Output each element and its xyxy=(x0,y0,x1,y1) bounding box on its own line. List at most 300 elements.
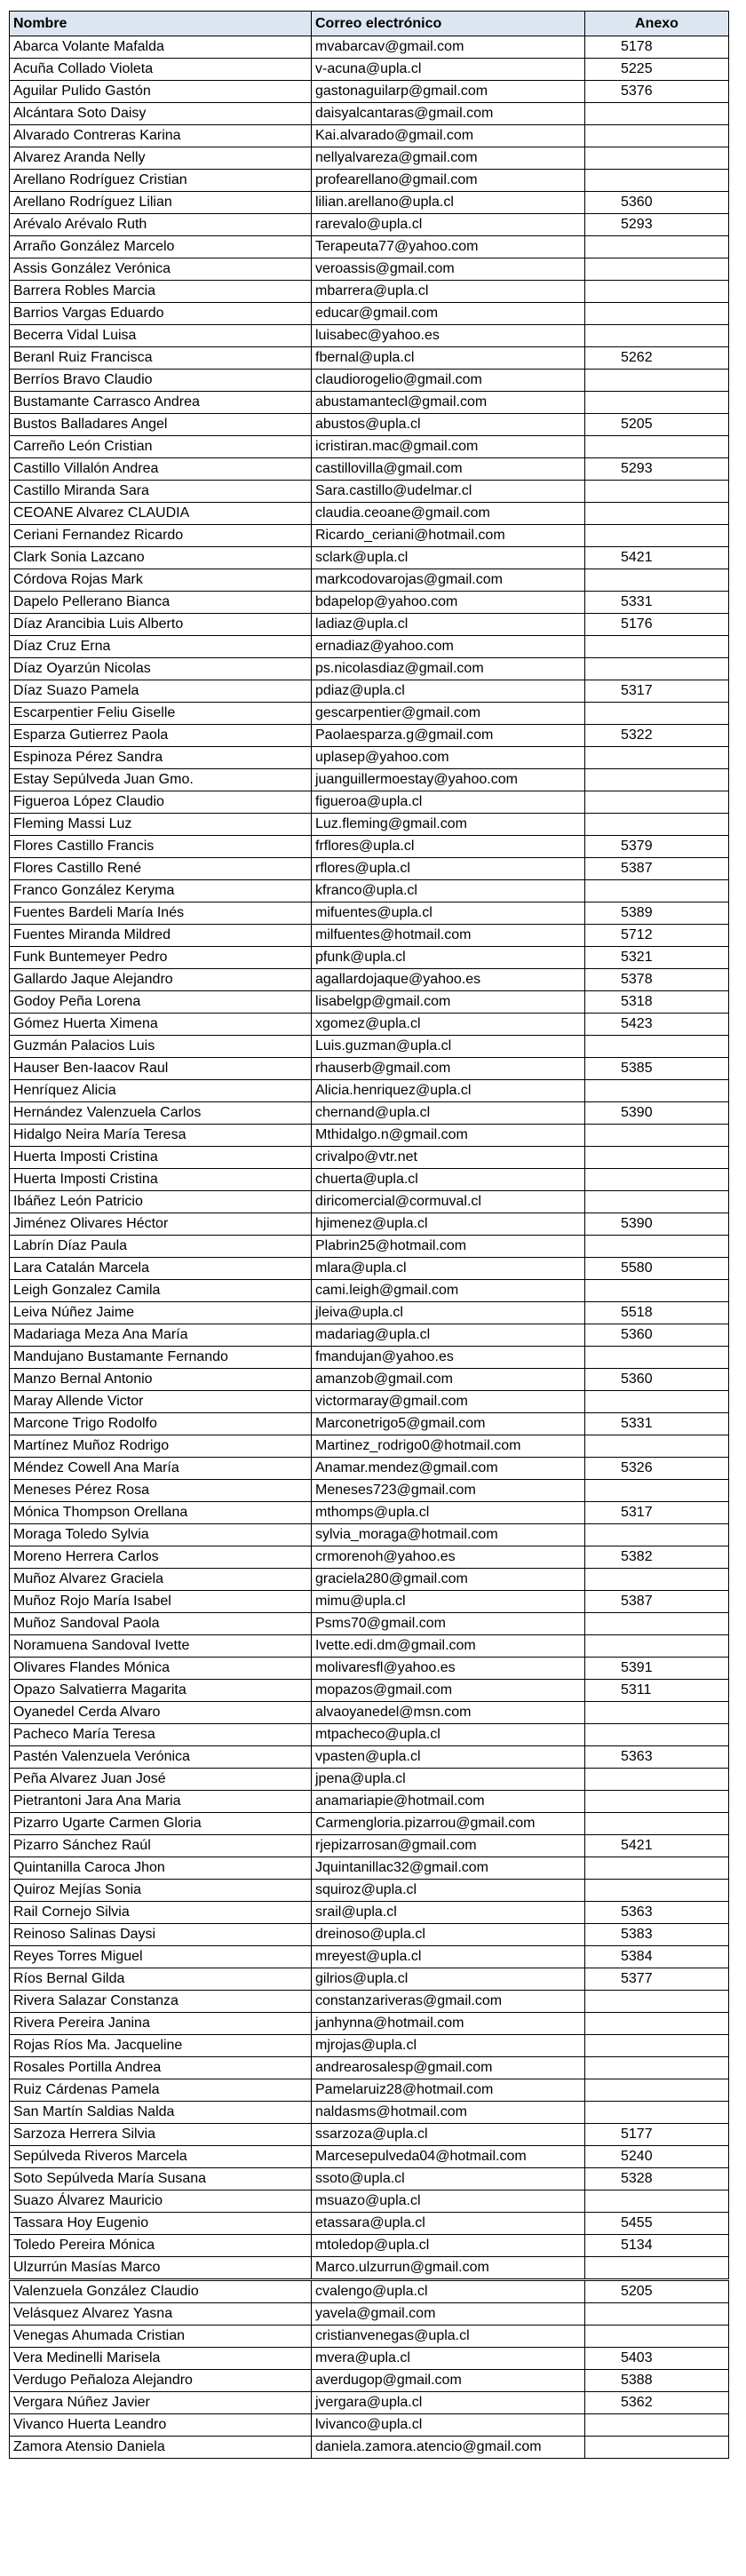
cell-name: Guzmán Palacios Luis xyxy=(10,1036,312,1058)
cell-name: Díaz Oyarzún Nicolas xyxy=(10,658,312,680)
cell-ext: 5377 xyxy=(585,1968,729,1991)
cell-email: graciela280@gmail.com xyxy=(312,1569,585,1591)
cell-email: Martinez_rodrigo0@hotmail.com xyxy=(312,1435,585,1458)
cell-ext: 5317 xyxy=(585,680,729,703)
cell-name: Vergara Núñez Javier xyxy=(10,2392,312,2414)
table-row xyxy=(10,636,729,658)
table-row xyxy=(10,103,729,125)
cell-name: Madariaga Meza Ana María xyxy=(10,1324,312,1347)
cell-email: gilrios@upla.cl xyxy=(312,1968,585,1991)
cell-name: Pastén Valenzuela Verónica xyxy=(10,1746,312,1769)
table-row xyxy=(10,925,729,947)
cell-ext xyxy=(585,658,729,680)
cell-ext xyxy=(585,125,729,147)
cell-name: Ceriani Fernandez Ricardo xyxy=(10,525,312,547)
table-row xyxy=(10,1435,729,1458)
cell-email: Anamar.mendez@gmail.com xyxy=(312,1458,585,1480)
cell-name: Díaz Suazo Pamela xyxy=(10,680,312,703)
cell-email: bdapelop@yahoo.com xyxy=(312,592,585,614)
table-row xyxy=(10,747,729,769)
cell-ext xyxy=(585,1191,729,1213)
cell-email: figueroa@upla.cl xyxy=(312,791,585,814)
cell-email: alvaoyanedel@msn.com xyxy=(312,1702,585,1724)
cell-name: Córdova Rojas Mark xyxy=(10,569,312,592)
cell-name: Vera Medinelli Marisela xyxy=(10,2348,312,2370)
cell-email: ernadiaz@yahoo.com xyxy=(312,636,585,658)
cell-ext xyxy=(585,1391,729,1413)
table-row xyxy=(10,170,729,192)
cell-email: castillovilla@gmail.com xyxy=(312,458,585,481)
column-header-name: Nombre xyxy=(10,12,312,36)
cell-name: Díaz Arancibia Luis Alberto xyxy=(10,614,312,636)
table-row xyxy=(10,1857,729,1880)
cell-name: Barrera Robles Marcia xyxy=(10,281,312,303)
cell-ext xyxy=(585,1480,729,1502)
cell-name: Pietrantoni Jara Ana Maria xyxy=(10,1791,312,1813)
cell-name: Toledo Pereira Mónica xyxy=(10,2235,312,2257)
table-row xyxy=(10,1036,729,1058)
cell-name: Arévalo Arévalo Ruth xyxy=(10,214,312,236)
cell-name: Olivares Flandes Mónica xyxy=(10,1658,312,1680)
cell-ext xyxy=(585,791,729,814)
cell-name: Arellano Rodríguez Lilian xyxy=(10,192,312,214)
cell-ext xyxy=(585,1080,729,1102)
cell-ext: 5384 xyxy=(585,1946,729,1968)
cell-ext: 5362 xyxy=(585,2392,729,2414)
cell-ext xyxy=(585,1813,729,1835)
cell-ext xyxy=(585,703,729,725)
cell-ext xyxy=(585,2035,729,2057)
cell-email: daisyalcantaras@gmail.com xyxy=(312,103,585,125)
cell-ext: 5363 xyxy=(585,1746,729,1769)
cell-name: Fleming Massi Luz xyxy=(10,814,312,836)
cell-email: naldasms@hotmail.com xyxy=(312,2102,585,2124)
cell-name: Hernández Valenzuela Carlos xyxy=(10,1102,312,1125)
cell-name: Oyanedel Cerda Alvaro xyxy=(10,1702,312,1724)
cell-name: Méndez Cowell Ana María xyxy=(10,1458,312,1480)
cell-name: Rojas Ríos Ma. Jacqueline xyxy=(10,2035,312,2057)
cell-name: Manzo Bernal Antonio xyxy=(10,1369,312,1391)
cell-email: jleiva@upla.cl xyxy=(312,1302,585,1324)
cell-name: Flores Castillo René xyxy=(10,858,312,880)
cell-ext: 5178 xyxy=(585,36,729,59)
cell-email: amanzob@gmail.com xyxy=(312,1369,585,1391)
cell-name: San Martín Saldias Nalda xyxy=(10,2102,312,2124)
cell-email: kfranco@upla.cl xyxy=(312,880,585,902)
cell-email: mreyest@upla.cl xyxy=(312,1946,585,1968)
cell-ext: 5177 xyxy=(585,2124,729,2146)
cell-email: Pamelaruiz28@hotmail.com xyxy=(312,2079,585,2102)
table-row xyxy=(10,1369,729,1391)
cell-email: abustos@upla.cl xyxy=(312,414,585,436)
cell-name: Alvarado Contreras Karina xyxy=(10,125,312,147)
cell-name: Ulzurrún Masías Marco xyxy=(10,2257,312,2280)
cell-name: Rivera Salazar Constanza xyxy=(10,1991,312,2013)
cell-name: Assis González Verónica xyxy=(10,258,312,281)
cell-ext: 5331 xyxy=(585,592,729,614)
cell-email: Alicia.henriquez@upla.cl xyxy=(312,1080,585,1102)
cell-ext: 5176 xyxy=(585,614,729,636)
cell-email: abustamantecl@gmail.com xyxy=(312,392,585,414)
cell-name: Noramuena Sandoval Ivette xyxy=(10,1635,312,1658)
cell-email: mvabarcav@gmail.com xyxy=(312,36,585,59)
table-row xyxy=(10,2190,729,2213)
cell-ext xyxy=(585,503,729,525)
cell-ext: 5383 xyxy=(585,1924,729,1946)
cell-ext xyxy=(585,1702,729,1724)
table-row xyxy=(10,1080,729,1102)
cell-ext: 5293 xyxy=(585,458,729,481)
cell-email: milfuentes@hotmail.com xyxy=(312,925,585,947)
cell-email: mvera@upla.cl xyxy=(312,2348,585,2370)
cell-email: mbarrera@upla.cl xyxy=(312,281,585,303)
cell-name: Zamora Atensio Daniela xyxy=(10,2437,312,2459)
cell-ext xyxy=(585,814,729,836)
table-row xyxy=(10,1546,729,1569)
cell-email: gastonaguilarp@gmail.com xyxy=(312,81,585,103)
cell-email: pdiaz@upla.cl xyxy=(312,680,585,703)
table-row xyxy=(10,370,729,392)
cell-name: Alcántara Soto Daisy xyxy=(10,103,312,125)
table-row xyxy=(10,2035,729,2057)
cell-email: Psms70@gmail.com xyxy=(312,1613,585,1635)
cell-name: Moreno Herrera Carlos xyxy=(10,1546,312,1569)
cell-ext xyxy=(585,325,729,347)
cell-ext: 5363 xyxy=(585,1902,729,1924)
table-row xyxy=(10,1724,729,1746)
cell-email: mjrojas@upla.cl xyxy=(312,2035,585,2057)
cell-name: Abarca Volante Mafalda xyxy=(10,36,312,59)
cell-email: ps.nicolasdiaz@gmail.com xyxy=(312,658,585,680)
cell-email: daniela.zamora.atencio@gmail.com xyxy=(312,2437,585,2459)
cell-ext xyxy=(585,747,729,769)
cell-name: Figueroa López Claudio xyxy=(10,791,312,814)
cell-ext: 5712 xyxy=(585,925,729,947)
cell-ext: 5421 xyxy=(585,547,729,569)
cell-ext xyxy=(585,2303,729,2326)
table-row xyxy=(10,614,729,636)
table-row xyxy=(10,703,729,725)
table-row xyxy=(10,1125,729,1147)
cell-email: anamariapie@hotmail.com xyxy=(312,1791,585,1813)
cell-name: Suazo Álvarez Mauricio xyxy=(10,2190,312,2213)
cell-ext: 5455 xyxy=(585,2213,729,2235)
cell-ext xyxy=(585,1791,729,1813)
cell-email: cristianvenegas@upla.cl xyxy=(312,2326,585,2348)
table-row xyxy=(10,1902,729,1924)
cell-email: mopazos@gmail.com xyxy=(312,1680,585,1702)
cell-email: sylvia_moraga@hotmail.com xyxy=(312,1524,585,1546)
cell-email: hjimenez@upla.cl xyxy=(312,1213,585,1236)
cell-name: Jiménez Olivares Héctor xyxy=(10,1213,312,1236)
cell-name: Alvarez Aranda Nelly xyxy=(10,147,312,170)
table-row xyxy=(10,59,729,81)
cell-ext xyxy=(585,1635,729,1658)
cell-ext xyxy=(585,281,729,303)
cell-ext xyxy=(585,2414,729,2437)
cell-name: Mandujano Bustamante Fernando xyxy=(10,1347,312,1369)
cell-email: rarevalo@upla.cl xyxy=(312,214,585,236)
cell-email: juanguillermoestay@yahoo.com xyxy=(312,769,585,791)
cell-email: crivalpo@vtr.net xyxy=(312,1147,585,1169)
cell-name: Franco González Keryma xyxy=(10,880,312,902)
cell-email: cami.leigh@gmail.com xyxy=(312,1280,585,1302)
table-row xyxy=(10,2348,729,2370)
cell-name: Arellano Rodríguez Cristian xyxy=(10,170,312,192)
table-body xyxy=(10,36,729,2459)
cell-name: Castillo Villalón Andrea xyxy=(10,458,312,481)
cell-email: fmandujan@yahoo.es xyxy=(312,1347,585,1369)
table-row xyxy=(10,2213,729,2235)
cell-email: mthomps@upla.cl xyxy=(312,1502,585,1524)
cell-name: Pizarro Ugarte Carmen Gloria xyxy=(10,1813,312,1835)
cell-ext: 5311 xyxy=(585,1680,729,1702)
cell-name: Bustos Balladares Angel xyxy=(10,414,312,436)
cell-name: Aguilar Pulido Gastón xyxy=(10,81,312,103)
cell-name: Marcone Trigo Rodolfo xyxy=(10,1413,312,1435)
cell-email: squiroz@upla.cl xyxy=(312,1880,585,1902)
cell-name: Velásquez Alvarez Yasna xyxy=(10,2303,312,2326)
table-row xyxy=(10,458,729,481)
cell-email: gescarpentier@gmail.com xyxy=(312,703,585,725)
cell-email: Mthidalgo.n@gmail.com xyxy=(312,1125,585,1147)
table-row xyxy=(10,2146,729,2168)
cell-ext: 5318 xyxy=(585,991,729,1014)
cell-email: rjepizarrosan@gmail.com xyxy=(312,1835,585,1857)
table-row xyxy=(10,258,729,281)
cell-email: icristiran.mac@gmail.com xyxy=(312,436,585,458)
table-row xyxy=(10,1746,729,1769)
cell-email: luisabec@yahoo.es xyxy=(312,325,585,347)
cell-ext xyxy=(585,370,729,392)
cell-name: Hidalgo Neira María Teresa xyxy=(10,1125,312,1147)
cell-name: Martínez Muñoz Rodrigo xyxy=(10,1435,312,1458)
cell-ext xyxy=(585,392,729,414)
cell-email: claudiorogelio@gmail.com xyxy=(312,370,585,392)
cell-email: molivaresfl@yahoo.es xyxy=(312,1658,585,1680)
column-header-ext: Anexo xyxy=(585,12,729,36)
cell-email: mimu@upla.cl xyxy=(312,1591,585,1613)
cell-name: Escarpentier Feliu Giselle xyxy=(10,703,312,725)
cell-email: madariag@upla.cl xyxy=(312,1324,585,1347)
cell-ext xyxy=(585,1147,729,1169)
cell-name: Bustamante Carrasco Andrea xyxy=(10,392,312,414)
table-row xyxy=(10,814,729,836)
cell-email: cvalengo@upla.cl xyxy=(312,2280,585,2303)
table-row xyxy=(10,1635,729,1658)
cell-name: Tassara Hoy Eugenio xyxy=(10,2213,312,2235)
table-row xyxy=(10,392,729,414)
table-row xyxy=(10,192,729,214)
cell-name: Clark Sonia Lazcano xyxy=(10,547,312,569)
cell-name: Reinoso Salinas Daysi xyxy=(10,1924,312,1946)
cell-name: Pizarro Sánchez Raúl xyxy=(10,1835,312,1857)
table-row xyxy=(10,991,729,1014)
table-row xyxy=(10,1213,729,1236)
cell-ext: 5331 xyxy=(585,1413,729,1435)
table-row xyxy=(10,1613,729,1635)
table-row xyxy=(10,436,729,458)
cell-ext: 5421 xyxy=(585,1835,729,1857)
cell-name: Ríos Bernal Gilda xyxy=(10,1968,312,1991)
cell-email: profearellano@gmail.com xyxy=(312,170,585,192)
cell-name: Castillo Miranda Sara xyxy=(10,481,312,503)
cell-email: pfunk@upla.cl xyxy=(312,947,585,969)
cell-ext xyxy=(585,303,729,325)
cell-name: Carreño León Cristian xyxy=(10,436,312,458)
cell-name: Flores Castillo Francis xyxy=(10,836,312,858)
table-row xyxy=(10,2102,729,2124)
cell-ext xyxy=(585,481,729,503)
cell-email: ssoto@upla.cl xyxy=(312,2168,585,2190)
cell-email: jvergara@upla.cl xyxy=(312,2392,585,2414)
table-row xyxy=(10,547,729,569)
cell-email: uplasep@yahoo.com xyxy=(312,747,585,769)
cell-email: Marconetrigo5@gmail.com xyxy=(312,1413,585,1435)
cell-ext: 5321 xyxy=(585,947,729,969)
cell-ext: 5360 xyxy=(585,192,729,214)
cell-name: Mónica Thompson Orellana xyxy=(10,1502,312,1524)
table-row xyxy=(10,880,729,902)
cell-name: Estay Sepúlveda Juan Gmo. xyxy=(10,769,312,791)
cell-name: Venegas Ahumada Cristian xyxy=(10,2326,312,2348)
cell-ext xyxy=(585,1125,729,1147)
cell-name: Ibáñez León Patricio xyxy=(10,1191,312,1213)
table-row xyxy=(10,1058,729,1080)
cell-email: lilian.arellano@upla.cl xyxy=(312,192,585,214)
cell-email: averdugop@gmail.com xyxy=(312,2370,585,2392)
cell-name: Gallardo Jaque Alejandro xyxy=(10,969,312,991)
cell-email: educar@gmail.com xyxy=(312,303,585,325)
cell-ext xyxy=(585,1991,729,2013)
cell-name: Barrios Vargas Eduardo xyxy=(10,303,312,325)
cell-name: Lara Catalán Marcela xyxy=(10,1258,312,1280)
cell-ext xyxy=(585,2190,729,2213)
cell-ext: 5360 xyxy=(585,1369,729,1391)
cell-ext xyxy=(585,1435,729,1458)
cell-ext: 5387 xyxy=(585,858,729,880)
table-row xyxy=(10,2257,729,2280)
table-row xyxy=(10,725,729,747)
cell-ext xyxy=(585,2437,729,2459)
cell-ext: 5388 xyxy=(585,2370,729,2392)
cell-email: lvivanco@upla.cl xyxy=(312,2414,585,2437)
cell-ext: 5518 xyxy=(585,1302,729,1324)
cell-ext: 5387 xyxy=(585,1591,729,1613)
cell-ext: 5423 xyxy=(585,1014,729,1036)
table-row xyxy=(10,214,729,236)
cell-email: srail@upla.cl xyxy=(312,1902,585,1924)
cell-ext: 5317 xyxy=(585,1502,729,1524)
table-row xyxy=(10,1302,729,1324)
table-row xyxy=(10,569,729,592)
cell-ext xyxy=(585,1169,729,1191)
table-row xyxy=(10,2013,729,2035)
cell-name: Espinoza Pérez Sandra xyxy=(10,747,312,769)
cell-name: Hauser Ben-Iaacov Raul xyxy=(10,1058,312,1080)
cell-email: Ivette.edi.dm@gmail.com xyxy=(312,1635,585,1658)
cell-ext xyxy=(585,1347,729,1369)
cell-email: diricomercial@cormuval.cl xyxy=(312,1191,585,1213)
table-row xyxy=(10,1569,729,1591)
table-row xyxy=(10,858,729,880)
cell-ext xyxy=(585,2057,729,2079)
cell-name: Becerra Vidal Luisa xyxy=(10,325,312,347)
table-row xyxy=(10,147,729,170)
cell-name: Sarzoza Herrera Silvia xyxy=(10,2124,312,2146)
table-row xyxy=(10,36,729,59)
cell-name: Huerta Imposti Cristina xyxy=(10,1147,312,1169)
table-row xyxy=(10,1880,729,1902)
cell-ext xyxy=(585,1857,729,1880)
table-row xyxy=(10,1946,729,1968)
table-row xyxy=(10,81,729,103)
cell-email: Marco.ulzurrun@gmail.com xyxy=(312,2257,585,2280)
table-row xyxy=(10,836,729,858)
cell-ext: 5262 xyxy=(585,347,729,370)
cell-email: lisabelgp@gmail.com xyxy=(312,991,585,1014)
table-row xyxy=(10,1791,729,1813)
table-row xyxy=(10,1591,729,1613)
cell-ext: 5376 xyxy=(585,81,729,103)
cell-name: Ruiz Cárdenas Pamela xyxy=(10,2079,312,2102)
cell-email: jpena@upla.cl xyxy=(312,1769,585,1791)
cell-ext xyxy=(585,1524,729,1546)
cell-name: Muñoz Alvarez Graciela xyxy=(10,1569,312,1591)
cell-ext: 5225 xyxy=(585,59,729,81)
cell-name: Rivera Pereira Janina xyxy=(10,2013,312,2035)
table-row xyxy=(10,303,729,325)
cell-ext: 5385 xyxy=(585,1058,729,1080)
cell-email: Marcesepulveda04@hotmail.com xyxy=(312,2146,585,2168)
cell-name: Peña Alvarez Juan José xyxy=(10,1769,312,1791)
table-row xyxy=(10,680,729,703)
cell-name: Sepúlveda Riveros Marcela xyxy=(10,2146,312,2168)
cell-name: Acuña Collado Violeta xyxy=(10,59,312,81)
table-row xyxy=(10,1658,729,1680)
table-row xyxy=(10,1347,729,1369)
table-row xyxy=(10,1391,729,1413)
cell-name: Muñoz Sandoval Paola xyxy=(10,1613,312,1635)
cell-ext: 5322 xyxy=(585,725,729,747)
cell-ext xyxy=(585,2326,729,2348)
cell-ext: 5205 xyxy=(585,2280,729,2303)
cell-email: Meneses723@gmail.com xyxy=(312,1480,585,1502)
cell-email: Terapeuta77@yahoo.com xyxy=(312,236,585,258)
cell-ext: 5360 xyxy=(585,1324,729,1347)
table-row xyxy=(10,2392,729,2414)
cell-name: Pacheco María Teresa xyxy=(10,1724,312,1746)
table-row xyxy=(10,1014,729,1036)
cell-name: Funk Buntemeyer Pedro xyxy=(10,947,312,969)
cell-email: mifuentes@upla.cl xyxy=(312,902,585,925)
cell-ext xyxy=(585,436,729,458)
cell-email: Sara.castillo@udelmar.cl xyxy=(312,481,585,503)
cell-name: Berríos Bravo Claudio xyxy=(10,370,312,392)
directory-sheet xyxy=(9,11,728,2459)
cell-ext xyxy=(585,236,729,258)
table-row xyxy=(10,325,729,347)
cell-name: Quiroz Mejías Sonia xyxy=(10,1880,312,1902)
cell-ext: 5293 xyxy=(585,214,729,236)
cell-ext xyxy=(585,1036,729,1058)
cell-name: Fuentes Bardeli María Inés xyxy=(10,902,312,925)
cell-email: fbernal@upla.cl xyxy=(312,347,585,370)
cell-name: Soto Sepúlveda María Susana xyxy=(10,2168,312,2190)
cell-email: mlara@upla.cl xyxy=(312,1258,585,1280)
cell-name: Esparza Gutierrez Paola xyxy=(10,725,312,747)
cell-ext: 5382 xyxy=(585,1546,729,1569)
